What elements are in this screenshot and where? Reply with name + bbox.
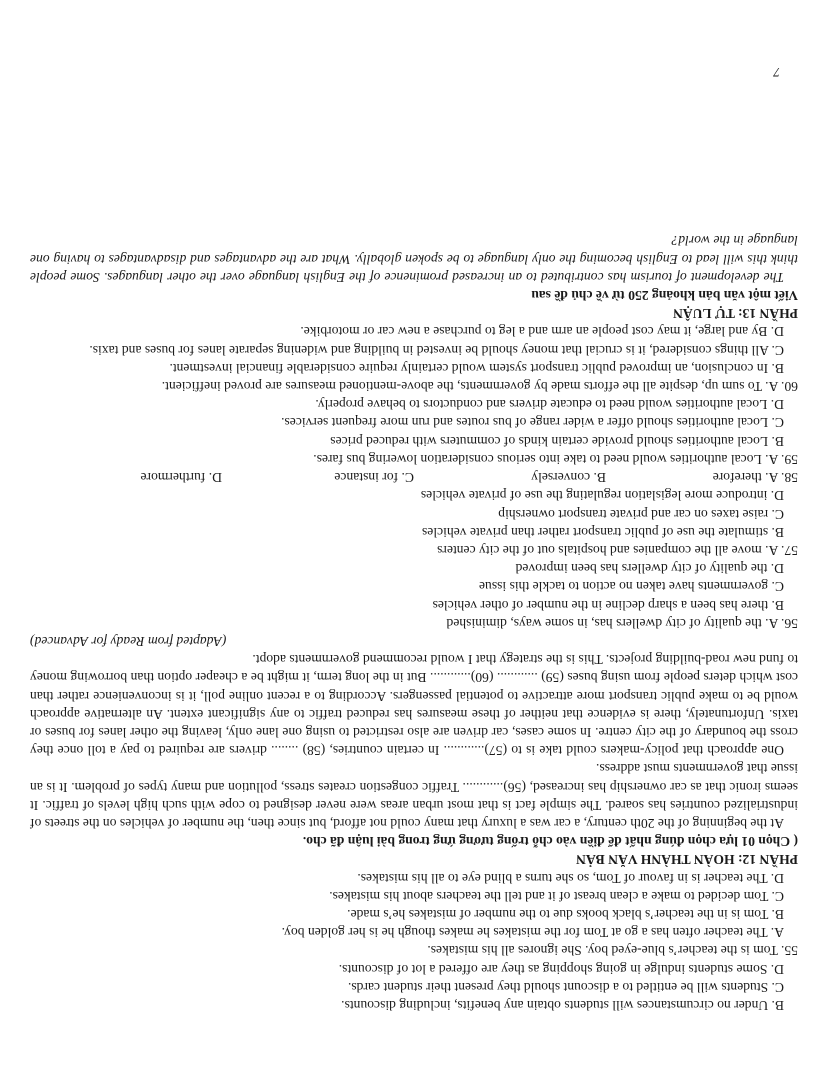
q54-option-d: D. Some students indulge in going shopping as they are offered a lot of discounts. — [338, 961, 784, 977]
q55-option-d: D. The teacher is in favour of Tom, so she turns a blind eye to all his mistakes. — [357, 870, 784, 886]
q59-option-b: B. Local authorities should provide certain kinds of commuters with reduced prices — [330, 433, 784, 449]
q60-option-a: 60. A. To sum up, despite all the efforts made by governments, the above-mentioned measures are proved inefficient. — [161, 379, 798, 395]
q54-option-b: B. Under no circumstances will students obtain any benefits, including discounts. — [341, 998, 784, 1013]
passage-source: (Adapted from Ready for Advanced) — [30, 633, 227, 649]
q58-option-a: 58. A. therefore — [712, 470, 798, 486]
q59-option-c: C. Local authorities should offer a wider range of bus routes and run more frequent services. — [281, 415, 784, 431]
q56-option-a: 56. A. the quality of city dwellers has, in some ways, diminished — [446, 615, 798, 631]
part12-instruction: ( Chọn 01 lựa chọn đúng nhất để điền vào chỗ trống tương ứng trong bài luận đã cho. — [302, 834, 798, 850]
part12-heading: PHẦN 12: HOÀN THÀNH VĂN BẢN — [576, 852, 798, 868]
q56-option-d: D. the quality of city dwellers has been improved — [515, 561, 784, 577]
q59-option-a: 59. A. Local authorities would need to take into serious consideration lowering bus fares. — [313, 451, 798, 467]
q60-option-c: C. All things considered, it is crucial that money should be invested in building and widening separate lanes for buses and taxis. — [89, 342, 784, 358]
q54-option-c: C. Students will be entitled to a discount should they present their student cards. — [347, 979, 784, 995]
q58-options — [30, 468, 798, 486]
q56-option-b: B. there has been a sharp decline in the number of other vehicles — [432, 597, 784, 613]
q59-option-d: D. Local authorities would need to educate drivers and conductors to behave properly. — [315, 397, 784, 413]
page-content — [30, 231, 798, 1014]
q60-option-d: D. By and large, it may cost people an arm and a leg to purchase a new car or motorbike. — [300, 324, 784, 340]
page-number: 7 — [773, 65, 780, 80]
q58-option-b: B. conversely — [531, 470, 606, 486]
part13-instruction: Viết một văn bản khoảng 250 từ về chủ đề sau — [531, 288, 798, 304]
passage-paragraph-1: At the beginning of the 20th century, a car was a luxury that many could not afford, but since then, the number of vehicles on the streets of industrialized countries has soared. The simple fact is that most urban areas were never designed to cope with such high levels of traffic. It seems ironic that as car ownership has increased, (56)............ Traffic congestion creates stress, pollution and many types of problem. It is an issue that governments must address. — [30, 761, 798, 831]
q55-option-a: A. The teacher often has a go at Tom for the mistakes he makes though he is her golden boy. — [281, 925, 784, 941]
essay-prompt: The development of tourism has contributed to an increased prominence of the English language over the other languages. Some people think this will lead to English becoming the only language to be spoken globally. What are the advantages and disadvantages to having one language in the world? — [30, 233, 798, 285]
q60-option-b: B. In conclusion, an improved public transport system would certainly require considerable financial investment. — [169, 360, 784, 376]
q57-option-c: C. raise taxes on car and private transport ownership — [498, 506, 784, 522]
q56-option-c: C. governments have taken no action to tackle this issue — [478, 579, 784, 595]
passage-paragraph-2: One approach that policy-makers could take is to (57)............ In certain countries, (58) ........ drivers are required to pay a toll once they cross the boundary of the city centre. In some cases, car driven are also restricted to using one lane only, leaving the other lanes for buses or taxis. Unfortunately, there is evidence that neither of these measures has reduced traffic to any significant extent. An alternative approach would be to make public transport more attractive to potential passengers. According to a recent online poll, it is inconvenience rather than cost which deters people from using buses (59) ............ (60)............ But in the long term, it might be a cheaper option than borrowing money to fund new road-building projects. This is the strategy that I would recommend governments adopt. — [30, 652, 798, 759]
part13-heading: PHẦN 13: TỰ LUẬN — [673, 306, 798, 322]
q58-option-c: C. for instance — [334, 470, 414, 486]
q55-option-b: B. Tom is in the teacher’s black books due to the number of mistakes he’s made. — [347, 906, 784, 922]
q55-option-c: C. Tom decided to make a clean breast of it and tell the teachers about his mistakes. — [329, 888, 784, 904]
q57-option-b: B. stimulate the use of public transport rather than private vehicles — [421, 524, 784, 540]
q55-stem: 55. Tom is the teacher’s blue-eyed boy. She ignores all his mistakes. — [427, 943, 798, 959]
q58-option-d: D. furthermore — [140, 470, 222, 486]
q57-option-a: 57. A. move all the companies and hospitals out of the city centers — [437, 542, 798, 558]
q57-option-d: D. introduce more legislation regulating the use of private vehicles — [420, 488, 784, 504]
